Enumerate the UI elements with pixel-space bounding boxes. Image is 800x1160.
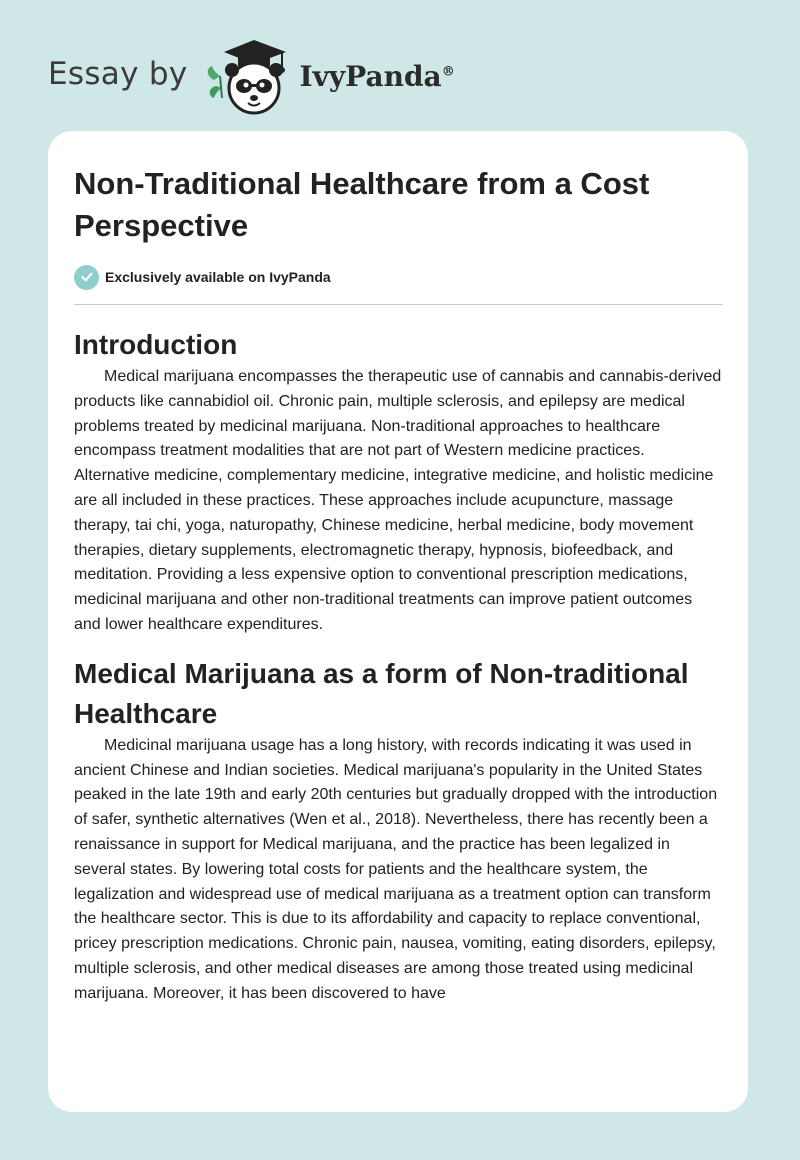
essay-title: Non-Traditional Healthcare from a Cost Perspective bbox=[74, 166, 650, 243]
section-paragraph-medical-marijuana: Medicinal marijuana usage has a long history, with records indicating it was used in ancient Chinese and Indian societies. Medical marijuana's popularity in the United States peaked in the late 19th and early 20th centuries but gradually dropped with the introduction of safer, synthetic alternatives (Wen et al., 2018). Nevertheless, there has recently been a renaissance in support for Medical marijuana, and the practice has been legalized in several states. By lowering total costs for patients and the healthcare system, the legalization and widespread use of medical marijuana as a treatment option can transform the healthcare sector. This is due to its affordability and capacity to replace conventional, pricey prescription medications. Chronic pain, nausea, vomiting, eating disorders, epilepsy, multiple sclerosis, and other medical diseases are among those treated using medicinal marijuana. Moreover, it has been discovered to have bbox=[74, 736, 718, 1002]
registered-mark: ® bbox=[441, 64, 455, 80]
essay-card bbox=[48, 131, 748, 1112]
panda-logo-icon bbox=[204, 36, 296, 116]
exclusive-badge bbox=[74, 264, 723, 290]
brand-header[interactable] bbox=[48, 36, 508, 116]
section-heading-introduction: Introduction bbox=[74, 329, 238, 360]
title-divider bbox=[74, 304, 723, 305]
brand-name-text: IvyPanda bbox=[299, 59, 442, 93]
badge-text: Exclusively available on IvyPanda bbox=[105, 269, 331, 285]
checkmark-icon bbox=[74, 265, 99, 290]
brand-prefix: Essay by bbox=[48, 56, 188, 92]
brand-name bbox=[300, 60, 455, 93]
section-heading-medical-marijuana: Medical Marijuana as a form of Non-traditional Healthcare bbox=[74, 657, 689, 729]
section-paragraph-introduction: Medical marijuana encompasses the therapeutic use of cannabis and cannabis-derived products like cannabidiol oil. Chronic pain, multiple sclerosis, and epilepsy are medical problems treated by medicinal marijuana. Non-traditional approaches to healthcare encompass treatment modalities that are not part of Western medicine practices. Alternative medicine, complementary medicine, integrative medicine, and holistic medicine are all included in these practices. These approaches include acupuncture, massage therapy, tai chi, yoga, naturopathy, Chinese medicine, herbal medicine, body movement therapies, dietary supplements, electromagnetic therapy, hypnosis, biofeedback, and meditation. Providing a less expensive option to conventional prescription medications, medicinal marijuana and other non-traditional treatments can improve patient outcomes and lower healthcare expenditures. bbox=[74, 368, 722, 633]
